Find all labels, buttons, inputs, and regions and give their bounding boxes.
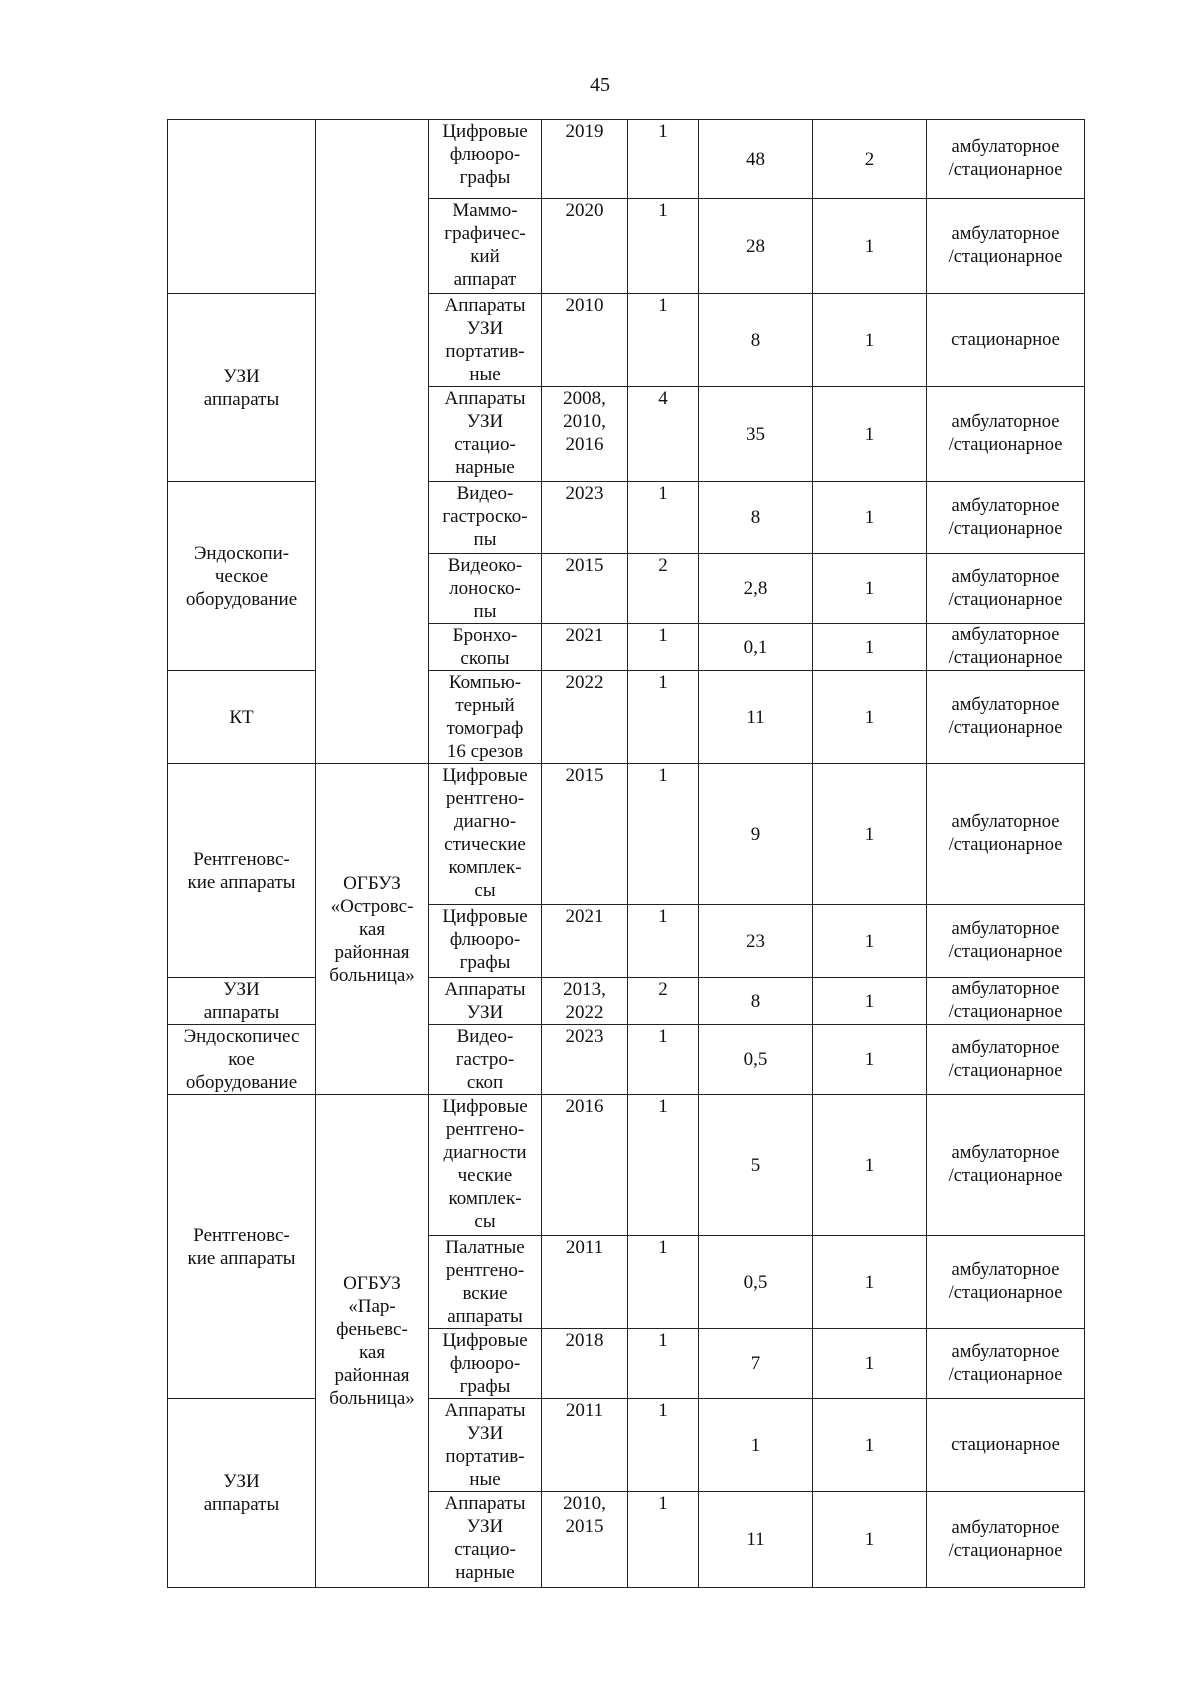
quantity-cell: 1 <box>628 199 699 294</box>
load-cell: 0,5 <box>699 1025 813 1095</box>
category-cell: Эндоскопи- ческое оборудование <box>168 482 316 671</box>
shifts-cell: 1 <box>813 554 927 624</box>
load-cell: 5 <box>699 1095 813 1236</box>
category-cell: КТ <box>168 671 316 764</box>
organization-cell: ОГБУЗ «Пар- феньевс- кая районная больница» <box>316 1095 429 1588</box>
year-cell: 2008, 2010, 2016 <box>542 387 628 482</box>
category-cell: Рентгеновс- кие аппараты <box>168 1095 316 1399</box>
year-cell: 2011 <box>542 1399 628 1492</box>
table-row <box>168 764 1085 905</box>
mode-cell: амбулаторное /стационарное <box>927 1095 1085 1236</box>
shifts-cell: 2 <box>813 120 927 199</box>
shifts-cell: 1 <box>813 1329 927 1399</box>
equipment-name-cell: Аппараты УЗИ <box>429 978 542 1025</box>
quantity-cell: 1 <box>628 1492 699 1588</box>
year-cell: 2013, 2022 <box>542 978 628 1025</box>
table-row <box>168 482 1085 554</box>
equipment-name-cell: Маммо- графичес- кий аппарат <box>429 199 542 294</box>
table-row <box>168 1025 1085 1095</box>
equipment-name-cell: Видео- гастро- скоп <box>429 1025 542 1095</box>
load-cell: 11 <box>699 1492 813 1588</box>
load-cell: 2,8 <box>699 554 813 624</box>
quantity-cell: 2 <box>628 554 699 624</box>
equipment-name-cell: Бронхо- скопы <box>429 624 542 671</box>
category-cell: УЗИ аппараты <box>168 294 316 482</box>
organization-cell <box>316 120 429 764</box>
shifts-cell: 1 <box>813 1236 927 1329</box>
equipment-name-cell: Цифровые рентгено- диагности ческие комплек- сы <box>429 1095 542 1236</box>
shifts-cell: 1 <box>813 482 927 554</box>
shifts-cell: 1 <box>813 199 927 294</box>
shifts-cell: 1 <box>813 764 927 905</box>
quantity-cell: 1 <box>628 120 699 199</box>
quantity-cell: 1 <box>628 624 699 671</box>
load-cell: 28 <box>699 199 813 294</box>
quantity-cell: 1 <box>628 764 699 905</box>
mode-cell: амбулаторное /стационарное <box>927 978 1085 1025</box>
load-cell: 23 <box>699 905 813 978</box>
shifts-cell: 1 <box>813 1095 927 1236</box>
load-cell: 48 <box>699 120 813 199</box>
equipment-name-cell: Палатные рентгено- вские аппараты <box>429 1236 542 1329</box>
page-number: 45 <box>590 74 610 96</box>
year-cell: 2023 <box>542 482 628 554</box>
shifts-cell: 1 <box>813 1399 927 1492</box>
equipment-name-cell: Аппараты УЗИ портатив- ные <box>429 294 542 387</box>
shifts-cell: 1 <box>813 905 927 978</box>
year-cell: 2016 <box>542 1095 628 1236</box>
equipment-name-cell: Видео- гастроско- пы <box>429 482 542 554</box>
mode-cell: амбулаторное /стационарное <box>927 1236 1085 1329</box>
load-cell: 0,1 <box>699 624 813 671</box>
mode-cell: амбулаторное /стационарное <box>927 1329 1085 1399</box>
mode-cell: стационарное <box>927 1399 1085 1492</box>
quantity-cell: 1 <box>628 1025 699 1095</box>
mode-cell: амбулаторное /стационарное <box>927 671 1085 764</box>
equipment-name-cell: Цифровые флюоро- графы <box>429 905 542 978</box>
year-cell: 2015 <box>542 554 628 624</box>
load-cell: 8 <box>699 978 813 1025</box>
shifts-cell: 1 <box>813 624 927 671</box>
load-cell: 35 <box>699 387 813 482</box>
load-cell: 1 <box>699 1399 813 1492</box>
quantity-cell: 1 <box>628 1329 699 1399</box>
category-cell: УЗИ аппараты <box>168 978 316 1025</box>
year-cell: 2015 <box>542 764 628 905</box>
quantity-cell: 1 <box>628 1236 699 1329</box>
quantity-cell: 1 <box>628 482 699 554</box>
mode-cell: стационарное <box>927 294 1085 387</box>
table-row <box>168 120 1085 199</box>
equipment-name-cell: Компью- терный томограф 16 срезов <box>429 671 542 764</box>
load-cell: 8 <box>699 294 813 387</box>
quantity-cell: 1 <box>628 671 699 764</box>
year-cell: 2020 <box>542 199 628 294</box>
load-cell: 9 <box>699 764 813 905</box>
category-cell: Эндоскопичес кое оборудование <box>168 1025 316 1095</box>
year-cell: 2021 <box>542 905 628 978</box>
shifts-cell: 1 <box>813 978 927 1025</box>
quantity-cell: 1 <box>628 1399 699 1492</box>
shifts-cell: 1 <box>813 294 927 387</box>
category-cell: УЗИ аппараты <box>168 1399 316 1588</box>
year-cell: 2023 <box>542 1025 628 1095</box>
equipment-name-cell: Видеоко- лоноско- пы <box>429 554 542 624</box>
mode-cell: амбулаторное /стационарное <box>927 1025 1085 1095</box>
equipment-table-body <box>168 120 1085 1588</box>
mode-cell: амбулаторное /стационарное <box>927 482 1085 554</box>
mode-cell: амбулаторное /стационарное <box>927 1492 1085 1588</box>
mode-cell: амбулаторное /стационарное <box>927 905 1085 978</box>
load-cell: 11 <box>699 671 813 764</box>
quantity-cell: 1 <box>628 1095 699 1236</box>
shifts-cell: 1 <box>813 671 927 764</box>
mode-cell: амбулаторное /стационарное <box>927 764 1085 905</box>
load-cell: 7 <box>699 1329 813 1399</box>
mode-cell: амбулаторное /стационарное <box>927 624 1085 671</box>
equipment-name-cell: Аппараты УЗИ портатив- ные <box>429 1399 542 1492</box>
equipment-name-cell: Цифровые рентгено- диагно- стические комплек- сы <box>429 764 542 905</box>
mode-cell: амбулаторное /стационарное <box>927 554 1085 624</box>
shifts-cell: 1 <box>813 1025 927 1095</box>
year-cell: 2010, 2015 <box>542 1492 628 1588</box>
load-cell: 0,5 <box>699 1236 813 1329</box>
quantity-cell: 1 <box>628 905 699 978</box>
table-row <box>168 1399 1085 1492</box>
year-cell: 2018 <box>542 1329 628 1399</box>
year-cell: 2019 <box>542 120 628 199</box>
year-cell: 2021 <box>542 624 628 671</box>
equipment-name-cell: Цифровые флюоро- графы <box>429 120 542 199</box>
table-row <box>168 978 1085 1025</box>
year-cell: 2022 <box>542 671 628 764</box>
year-cell: 2010 <box>542 294 628 387</box>
mode-cell: амбулаторное /стационарное <box>927 120 1085 199</box>
category-cell: Рентгеновс- кие аппараты <box>168 764 316 978</box>
equipment-name-cell: Аппараты УЗИ стацио- нарные <box>429 387 542 482</box>
equipment-name-cell: Аппараты УЗИ стацио- нарные <box>429 1492 542 1588</box>
table-row <box>168 1095 1085 1236</box>
load-cell: 8 <box>699 482 813 554</box>
shifts-cell: 1 <box>813 387 927 482</box>
quantity-cell: 1 <box>628 294 699 387</box>
mode-cell: амбулаторное /стационарное <box>927 199 1085 294</box>
mode-cell: амбулаторное /стационарное <box>927 387 1085 482</box>
organization-cell: ОГБУЗ «Островс- кая районная больница» <box>316 764 429 1095</box>
table-row <box>168 294 1085 387</box>
equipment-name-cell: Цифровые флюоро- графы <box>429 1329 542 1399</box>
table-row <box>168 671 1085 764</box>
year-cell: 2011 <box>542 1236 628 1329</box>
shifts-cell: 1 <box>813 1492 927 1588</box>
category-cell <box>168 120 316 294</box>
quantity-cell: 2 <box>628 978 699 1025</box>
equipment-table <box>167 119 1085 1588</box>
quantity-cell: 4 <box>628 387 699 482</box>
